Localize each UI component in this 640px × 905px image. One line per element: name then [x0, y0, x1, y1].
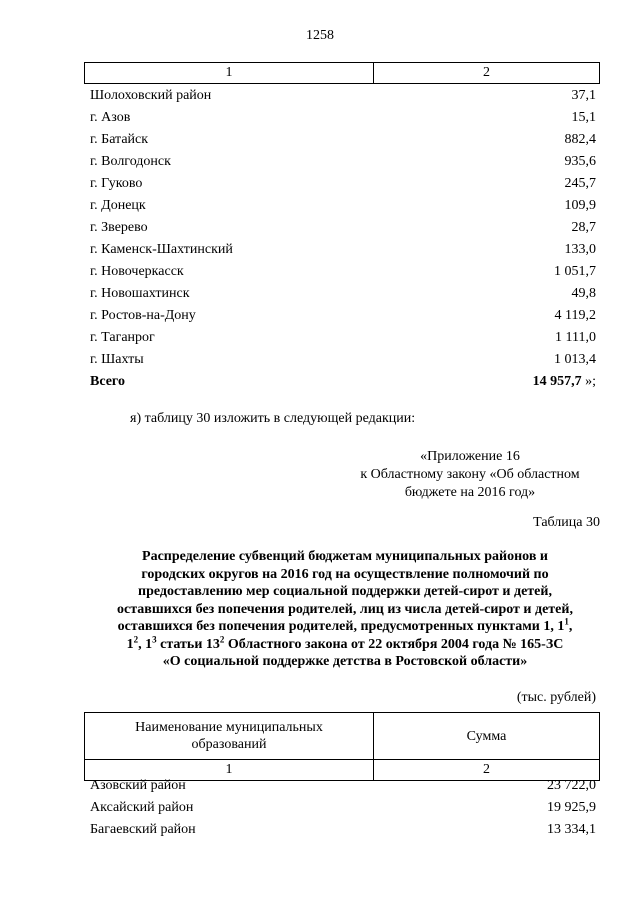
heading-line-7: «О социальной поддержке детства в Ростовской области» — [162, 654, 528, 669]
appendix-line-3: бюджете на 2016 год» — [404, 485, 536, 500]
appendix-line-1: «Приложение 16 — [420, 449, 520, 464]
table-row — [90, 797, 596, 819]
table-row — [90, 129, 596, 151]
row-value: 1 051,7 — [554, 264, 596, 279]
table-row — [90, 151, 596, 173]
table-row — [90, 283, 596, 305]
row-value: 28,7 — [571, 220, 596, 235]
row-value: 19 925,9 — [547, 800, 596, 815]
row-name: г. Каменск-Шахтинский — [90, 242, 233, 257]
table-heading — [90, 548, 600, 671]
row-value: 15,1 — [571, 110, 596, 125]
table-row — [90, 305, 596, 327]
table2-header-sum: Сумма — [374, 713, 600, 760]
heading-line-2: городских округов на 2016 год на осуществление полномочий по — [141, 566, 549, 582]
appendix-line-2: к Областному закону «Об областном — [360, 467, 580, 482]
row-name: Азовский район — [90, 778, 186, 793]
table2-rows — [90, 775, 596, 841]
table2-header-name: Наименование муниципальных образований — [85, 713, 374, 760]
table-row — [90, 173, 596, 195]
table1-header — [84, 62, 600, 84]
row-name: г. Таганрог — [90, 330, 155, 345]
table2-col-1: 1 — [85, 760, 374, 781]
row-name: г. Азов — [90, 110, 131, 125]
units-label: (тыс. рублей) — [516, 690, 596, 705]
table-label: Таблица 30 — [533, 515, 600, 530]
row-name: г. Новошахтинск — [90, 286, 190, 301]
row-name: г. Ростов-на-Дону — [90, 308, 196, 323]
table1-col-1: 1 — [85, 63, 374, 84]
heading-line-4: оставшихся без попечения родителей, лиц из числа детей-сирот и детей, — [117, 601, 573, 617]
heading-line-3: предоставлению мер социальной поддержки детей-сирот и детей, — [138, 584, 552, 599]
table-row — [90, 107, 596, 129]
appendix-block — [340, 448, 600, 502]
row-name: Багаевский район — [90, 822, 196, 837]
row-name: г. Донецк — [90, 198, 146, 213]
row-value: 882,4 — [564, 132, 596, 147]
row-value: 1 013,4 — [554, 352, 596, 367]
total-label: Всего — [90, 374, 125, 389]
table-row — [90, 349, 596, 371]
table-row — [90, 775, 596, 797]
table-row — [90, 195, 596, 217]
table2-header — [84, 712, 600, 781]
row-name: Аксайский район — [90, 800, 194, 815]
row-value: 935,6 — [564, 154, 596, 169]
total-row — [90, 371, 596, 393]
table-row — [90, 217, 596, 239]
row-name: г. Батайск — [90, 132, 149, 147]
row-value: 133,0 — [564, 242, 596, 257]
table-row — [90, 261, 596, 283]
heading-line-5: оставшихся без попечения родителей, предусмотренных пунктами 1, $1^1$, — [117, 616, 573, 634]
table1-rows — [90, 85, 596, 393]
instruction-text: я) таблицу 30 изложить в следующей редакции: — [130, 411, 416, 426]
row-name: г. Новочеркасск — [90, 264, 184, 279]
row-value: 37,1 — [571, 88, 596, 103]
row-value: 245,7 — [564, 176, 596, 191]
row-value: 23 722,0 — [547, 778, 596, 793]
row-value: 109,9 — [564, 198, 596, 213]
total-value: 14 957,7 — [532, 374, 582, 389]
row-value: 49,8 — [571, 286, 596, 301]
heading-line-1: Распределение субвенций бюджетам муниципальных районов и — [142, 549, 548, 564]
table-row — [90, 239, 596, 261]
row-name: Шолоховский район — [90, 88, 212, 103]
table-row — [90, 819, 596, 841]
row-name: г. Волгодонск — [90, 154, 171, 169]
table1-col-2: 2 — [374, 63, 600, 84]
total-value-wrap — [533, 371, 596, 393]
row-value: 13 334,1 — [547, 822, 596, 837]
row-value: 1 111,0 — [555, 330, 596, 345]
table-row — [90, 327, 596, 349]
total-suffix: »; — [581, 374, 596, 389]
row-value: 4 119,2 — [554, 308, 596, 323]
heading-line-6: $1^2$, $1^3$ статьи $13^2$ Областного закона от 22 октября 2004 года № 165-ЗС — [126, 633, 564, 652]
row-name: г. Гуково — [90, 176, 143, 191]
table2-col-2: 2 — [374, 760, 600, 781]
row-name: г. Шахты — [90, 352, 144, 367]
page-number: 1258 — [306, 28, 334, 43]
table-row — [90, 85, 596, 107]
row-name: г. Зверево — [90, 220, 148, 235]
